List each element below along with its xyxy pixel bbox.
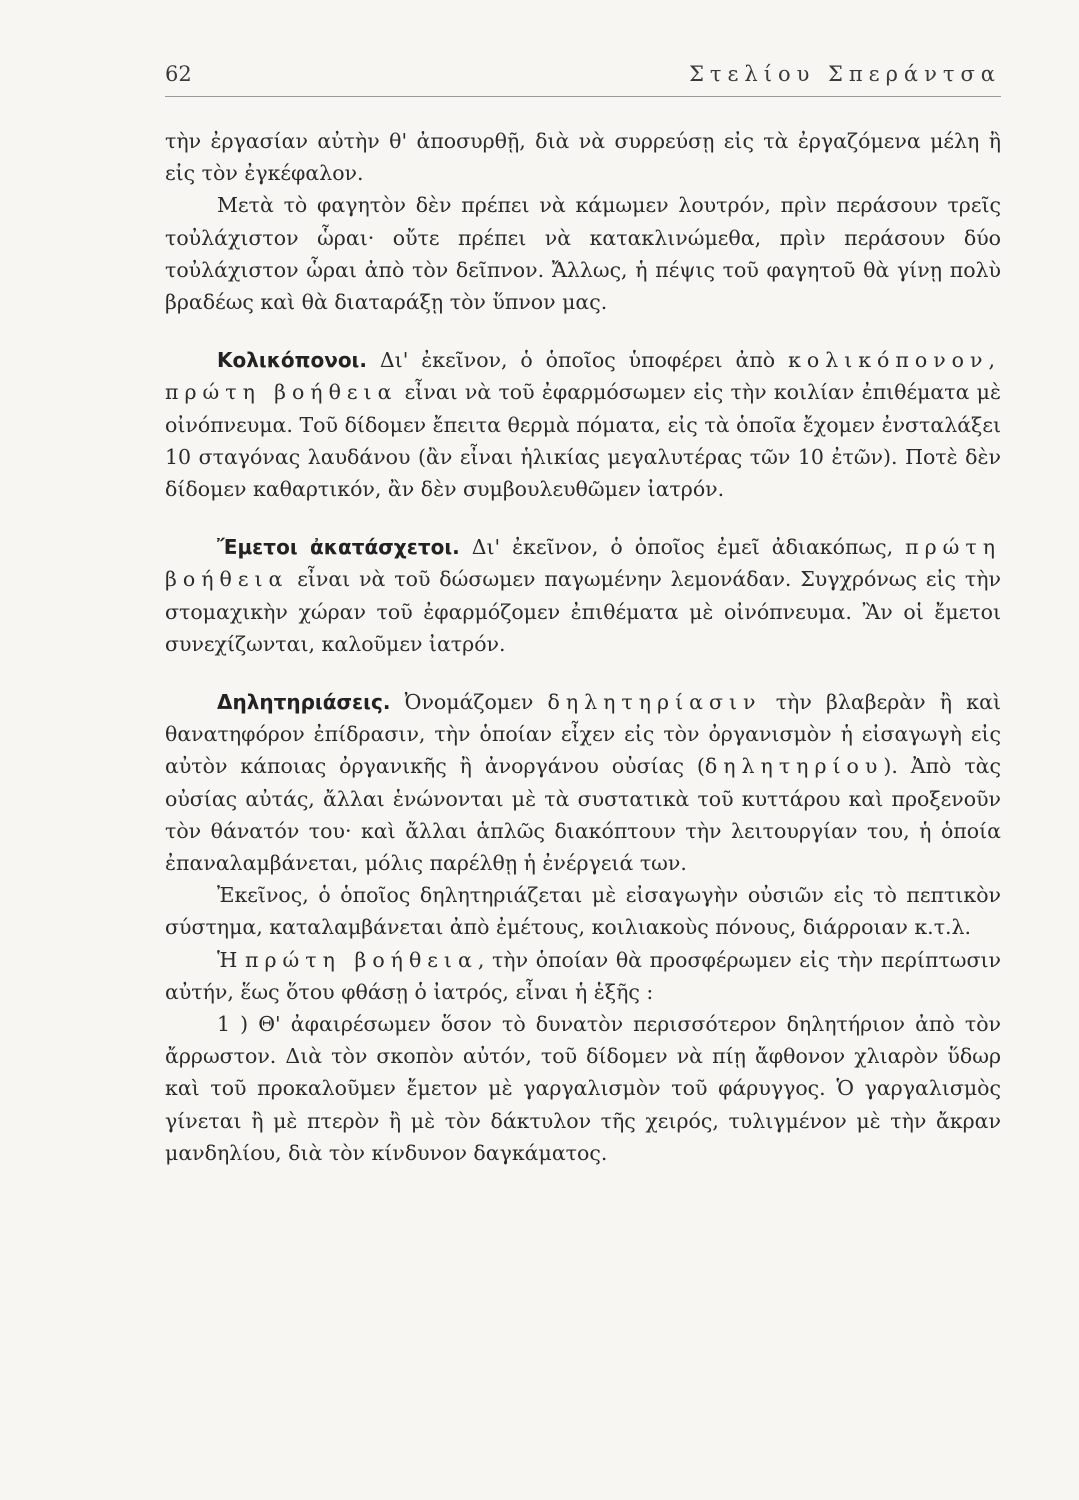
running-head: Στελίου Σπεράντσα bbox=[689, 62, 1001, 86]
poisoning-text-3: ). Ἀπὸ τὰς οὐσίας αὐτάς, ἄλλαι ἑνώνονται μὲ τὰ συστατικὰ τοῦ κυττάρου καὶ προξενοῦν τὸν θάνατόν του· καὶ ἄλλαι ἁπλῶς διακόπτουν τὴν λειτουργίαν του, ἡ ὁποία ἐπαναλαμβάνεται, μόλις παρέλθῃ ἡ ἐνέργειά των. bbox=[165, 754, 1001, 876]
page-header bbox=[165, 60, 1001, 97]
first-aid-text-1: Ἡ bbox=[217, 947, 245, 972]
poisoning-spaced-term-2: δηλητηρίου bbox=[704, 754, 884, 779]
heading-poisoning: Δηλητηριάσεις. bbox=[217, 690, 391, 715]
heading-colic: Κολικόπονοι. bbox=[217, 348, 367, 373]
colic-text-2: εἶναι νὰ τοῦ ἐφαρμόσωμεν εἰς τὴν κοιλίαν ἐπιθέματα μὲ οἰνόπνευμα. Τοῦ δίδομεν ἔπειτα θερμὰ πόματα, εἰς τὰ ὁποῖα ἔχομεν ἐνσταλάξει 10 σταγόνας λαυδάνου (ἂν εἶναι ἡλικίας μεγαλυτέρας τῶν 10 ἐτῶν). Ποτὲ δὲν δίδομεν καθαρτικόν, ἂν δὲν συμβουλευθῶμεν ἰατρόν. bbox=[165, 380, 1001, 502]
section-colic bbox=[165, 344, 1001, 505]
heading-vomiting: Ἔμετοι ἀκατάσχετοι. bbox=[217, 535, 460, 560]
paragraph-digestive-poisoning: Ἐκεῖνος, ὁ ὁποῖος δηλητηριάζεται μὲ εἰσαγωγὴν οὐσιῶν εἰς τὸ πεπτικὸν σύστημα, καταλαμβάνεται ἀπὸ ἐμέτους, κοιλιακοὺς πόνους, διάρροιαν κ.τ.λ. bbox=[165, 883, 1001, 940]
first-aid-text-2: , τὴν ὁποίαν θὰ προσφέρωμεν εἰς τὴν περίπτωσιν αὐτήν, ἕως ὅτου φθάσῃ ὁ ἰατρός, εἶναι ἡ ἑξῆς : bbox=[165, 947, 1002, 1004]
paragraph-step-1: 1 ) Θ' ἀφαιρέσωμεν ὅσον τὸ δυνατὸν περισσότερον δηλητήριον ἀπὸ τὸν ἄρρωστον. Διὰ τὸν σκοπὸν αὐτόν, τοῦ δίδομεν νὰ πίῃ ἄφθονον χλιαρὸν ὕδωρ καὶ τοῦ προκαλοῦμεν ἔμετον μὲ γαργαλισμὸν τοῦ φάρυγγος. Ὁ γαργαλισμὸς γίνεται ἢ μὲ πτερὸν ἢ μὲ τὸν δάκτυλον τῆς χειρός, τυλιγμένον μὲ τὴν ἄκραν μανδηλίου, διὰ τὸν κίνδυνον δαγκάματος. bbox=[165, 1012, 1001, 1165]
vomiting-spaced-term: πρώτη βοήθεια bbox=[165, 535, 1001, 592]
page-number: 62 bbox=[165, 62, 192, 86]
section-poisoning bbox=[165, 686, 1001, 879]
vomiting-text-1: Δι' ἐκεῖνον, ὁ ὁποῖος ἐμεῖ ἀδιακόπως, bbox=[459, 535, 906, 560]
paragraph-after-meal: Μετὰ τὸ φαγητὸν δὲν πρέπει νὰ κάμωμεν λουτρόν, πρὶν περάσουν τρεῖς τοὐλάχιστον ὧραι· οὔτε πρέπει νὰ κατακλινώμεθα, πρὶν περάσουν δύο τοὐλάχιστον ὧραι ἀπὸ τὸν δεῖπνον. Ἄλλως, ἡ πέψις τοῦ φαγητοῦ θὰ γίνῃ πολὺ βραδέως καὶ θὰ διαταράξῃ τὸν ὕπνον μας. bbox=[165, 193, 1001, 315]
paragraph-first-aid bbox=[165, 944, 1001, 1008]
vomiting-text-2: εἶναι νὰ τοῦ δώσωμεν παγωμένην λεμονάδαν. Συγχρόνως εἰς τὴν στομαχικὴν χώραν τοῦ ἐφαρμόζομεν ἐπιθέματα μὲ οἰνόπνευμα. Ἂν οἱ ἔμετοι συνεχίζωνται, καλοῦμεν ἰατρόν. bbox=[165, 567, 1001, 656]
paragraph-continuation: τὴν ἐργασίαν αὐτὴν θ' ἀποσυρθῇ, διὰ νὰ συρρεύσῃ εἰς τὰ ἐργαζόμενα μέλη ἢ εἰς τὸν ἐγκέφαλον. bbox=[165, 129, 1001, 186]
first-aid-spaced-term: πρώτη βοήθεια bbox=[244, 947, 478, 972]
poisoning-spaced-term-1: δηλητηρίασιν bbox=[547, 690, 762, 715]
page-body bbox=[165, 125, 1001, 1169]
poisoning-text-1: Ὀνομάζομεν bbox=[390, 690, 548, 715]
poisoning-text-2: τὴν βλαβερὰν ἢ καὶ θανατηφόρον ἐπίδρασιν, τὴν ὁποίαν εἶχεν εἰς τὸν ὀργανισμὸν ἡ εἰσαγωγὴ εἰς αὐτὸν κάποιας ὀργανικῆς ἢ ἀνοργάνου οὐσίας ( bbox=[165, 690, 1001, 779]
colic-spaced-term: κολικόπονον, πρώτη βοήθεια bbox=[165, 348, 1001, 405]
colic-text-1: Δι' ἐκεῖνον, ὁ ὁποῖος ὑποφέρει ἀπὸ bbox=[366, 348, 789, 373]
section-vomiting bbox=[165, 531, 1001, 660]
